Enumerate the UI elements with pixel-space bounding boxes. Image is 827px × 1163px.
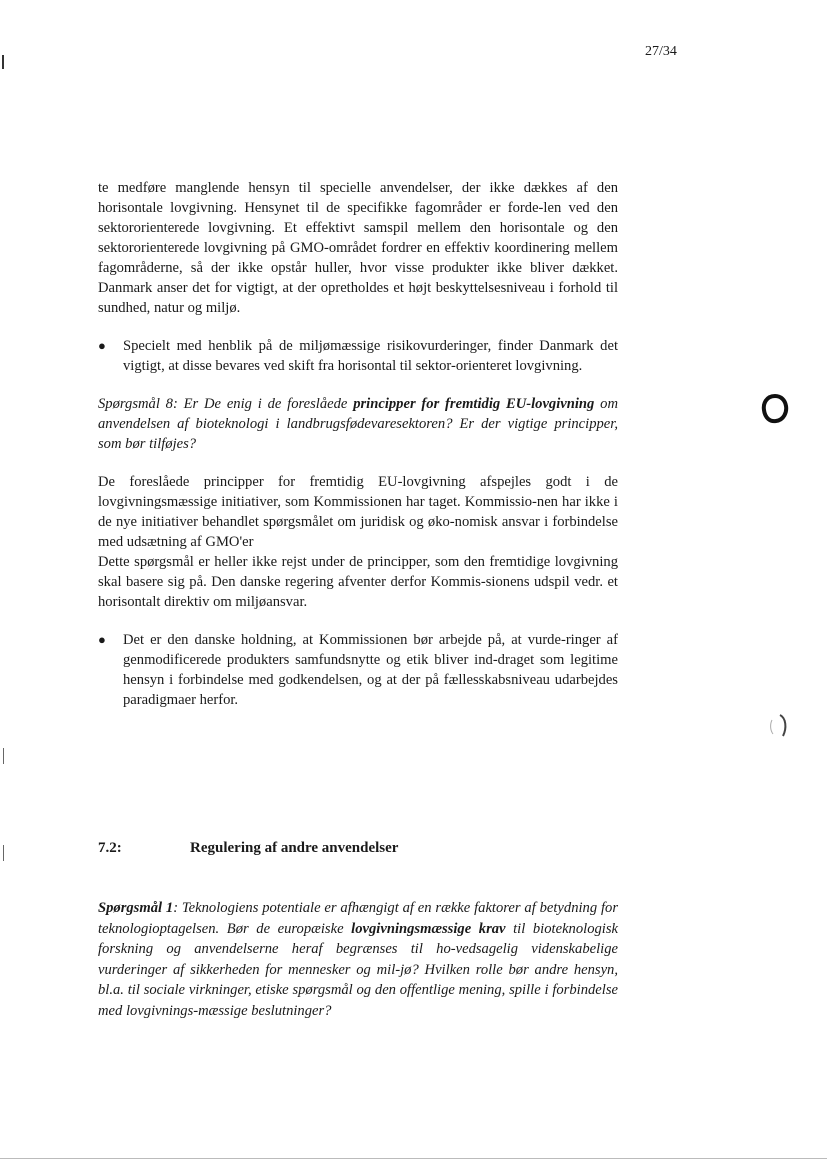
scan-edge-line bbox=[0, 1158, 827, 1159]
question-1-emphasis: lovgivningsmæssige krav bbox=[351, 920, 506, 937]
bullet-item bbox=[98, 630, 618, 710]
intro-paragraph: te medføre manglende hensyn til specielle anvendelser, der ikke dækkes af den horisontale lovgivning. Hensynet til de specifikke fagområder er forde-len ved den sektororienterede lovgivning. Et effektivt samspil mellem den horisontale og den sektororienterede lovgivning på GMO-området fordrer en effektiv koordinering mellem fagområderne, så der ikke opstår huller, hvor visse produkter ikke bliver dækket. Danmark anser det for vigtigt, at der opretholdes et højt beskyttelsesniveau i forhold til sundhed, natur og miljø. bbox=[98, 180, 618, 316]
spacer bbox=[98, 454, 618, 472]
answer-paragraph-2: Dette spørgsmål er heller ikke rejst under de principper, som den fremtidige lovgivning skal basere sig på. Den danske regering afventer derfor Kommis-sionens udspil vedr. et horisontalt direktiv om miljøansvar. bbox=[98, 554, 618, 610]
page-body bbox=[98, 178, 618, 710]
section-number: 7.2: bbox=[98, 840, 122, 856]
question-8-part-c: om anvendelsen af bioteknologi i landbrugsfødevaresektoren? Er der vigtige principper, som bør tilføjes? bbox=[98, 396, 618, 452]
spacer bbox=[98, 612, 618, 630]
question-8-part-a: Spørgsmål 8: Er De enig i de foreslåede bbox=[98, 396, 354, 412]
punch-hole-mark bbox=[766, 712, 790, 740]
margin-mark bbox=[2, 55, 4, 69]
bullet-text: Specielt med henblik på de miljømæssige risikovurderinger, finder Danmark det vigtigt, at disse bevares ved skift fra horisontal til sektor-orienteret lovgivning. bbox=[123, 338, 618, 374]
question-1-label: Spørgsmål 1 bbox=[98, 900, 174, 916]
page-number: 27/34 bbox=[645, 44, 677, 59]
question-8 bbox=[98, 394, 618, 454]
spacer bbox=[98, 318, 618, 336]
answer-paragraph-1: De foreslåede principper for fremtidig EU-lovgivning afspejles godt i de lovgivningsmæssige initiativer, som Kommissionen har taget. Kommissio-nen har ikke i de nye initiativer behandlet spørgsmålet om juridisk og øko-nomisk ansvar i forbindelse med udsætning af GMO'er bbox=[98, 474, 618, 550]
bullet-item bbox=[98, 336, 618, 376]
question-1-part-b: : Teknologiens potentiale er afhængigt af en række faktorer af betydning for teknologioptagelsen. Bør de europæiske bbox=[98, 900, 619, 937]
bullet-icon: ● bbox=[98, 338, 106, 353]
question-8-emphasis: principper for fremtidig EU-lovgivning bbox=[353, 396, 595, 412]
punch-hole-mark bbox=[760, 392, 790, 426]
bullet-icon: ● bbox=[98, 632, 106, 647]
section-heading bbox=[98, 840, 618, 857]
section-title: Regulering af andre anvendelser bbox=[190, 840, 399, 856]
spacer bbox=[98, 376, 618, 394]
margin-mark bbox=[3, 845, 4, 861]
bullet-text: Det er den danske holdning, at Kommissionen bør arbejde på, at vurde-ringer af genmodificerede produkters samfundsnytte og etik bliver ind-draget som legitime hensyn i forbindelse med godkendelsen, og at der på fællesskabsniveau udarbejdes paradigmaer herfor. bbox=[123, 632, 618, 708]
question-1 bbox=[98, 898, 618, 1021]
margin-mark bbox=[3, 748, 4, 764]
question-1-part-d: til bioteknologisk forskning og anvendelserne heraf begrænses til ho-vedsagelig videnskabelige vurderinger af sikkerheden for mennesker og mil-jø? Hvilken rolle bør andre hensyn, bl.a. til sociale virkninger, etiske spørgsmål og den offentlige mening, spille i forbindelse med lovgivnings-mæssige beslutninger? bbox=[98, 920, 619, 1019]
